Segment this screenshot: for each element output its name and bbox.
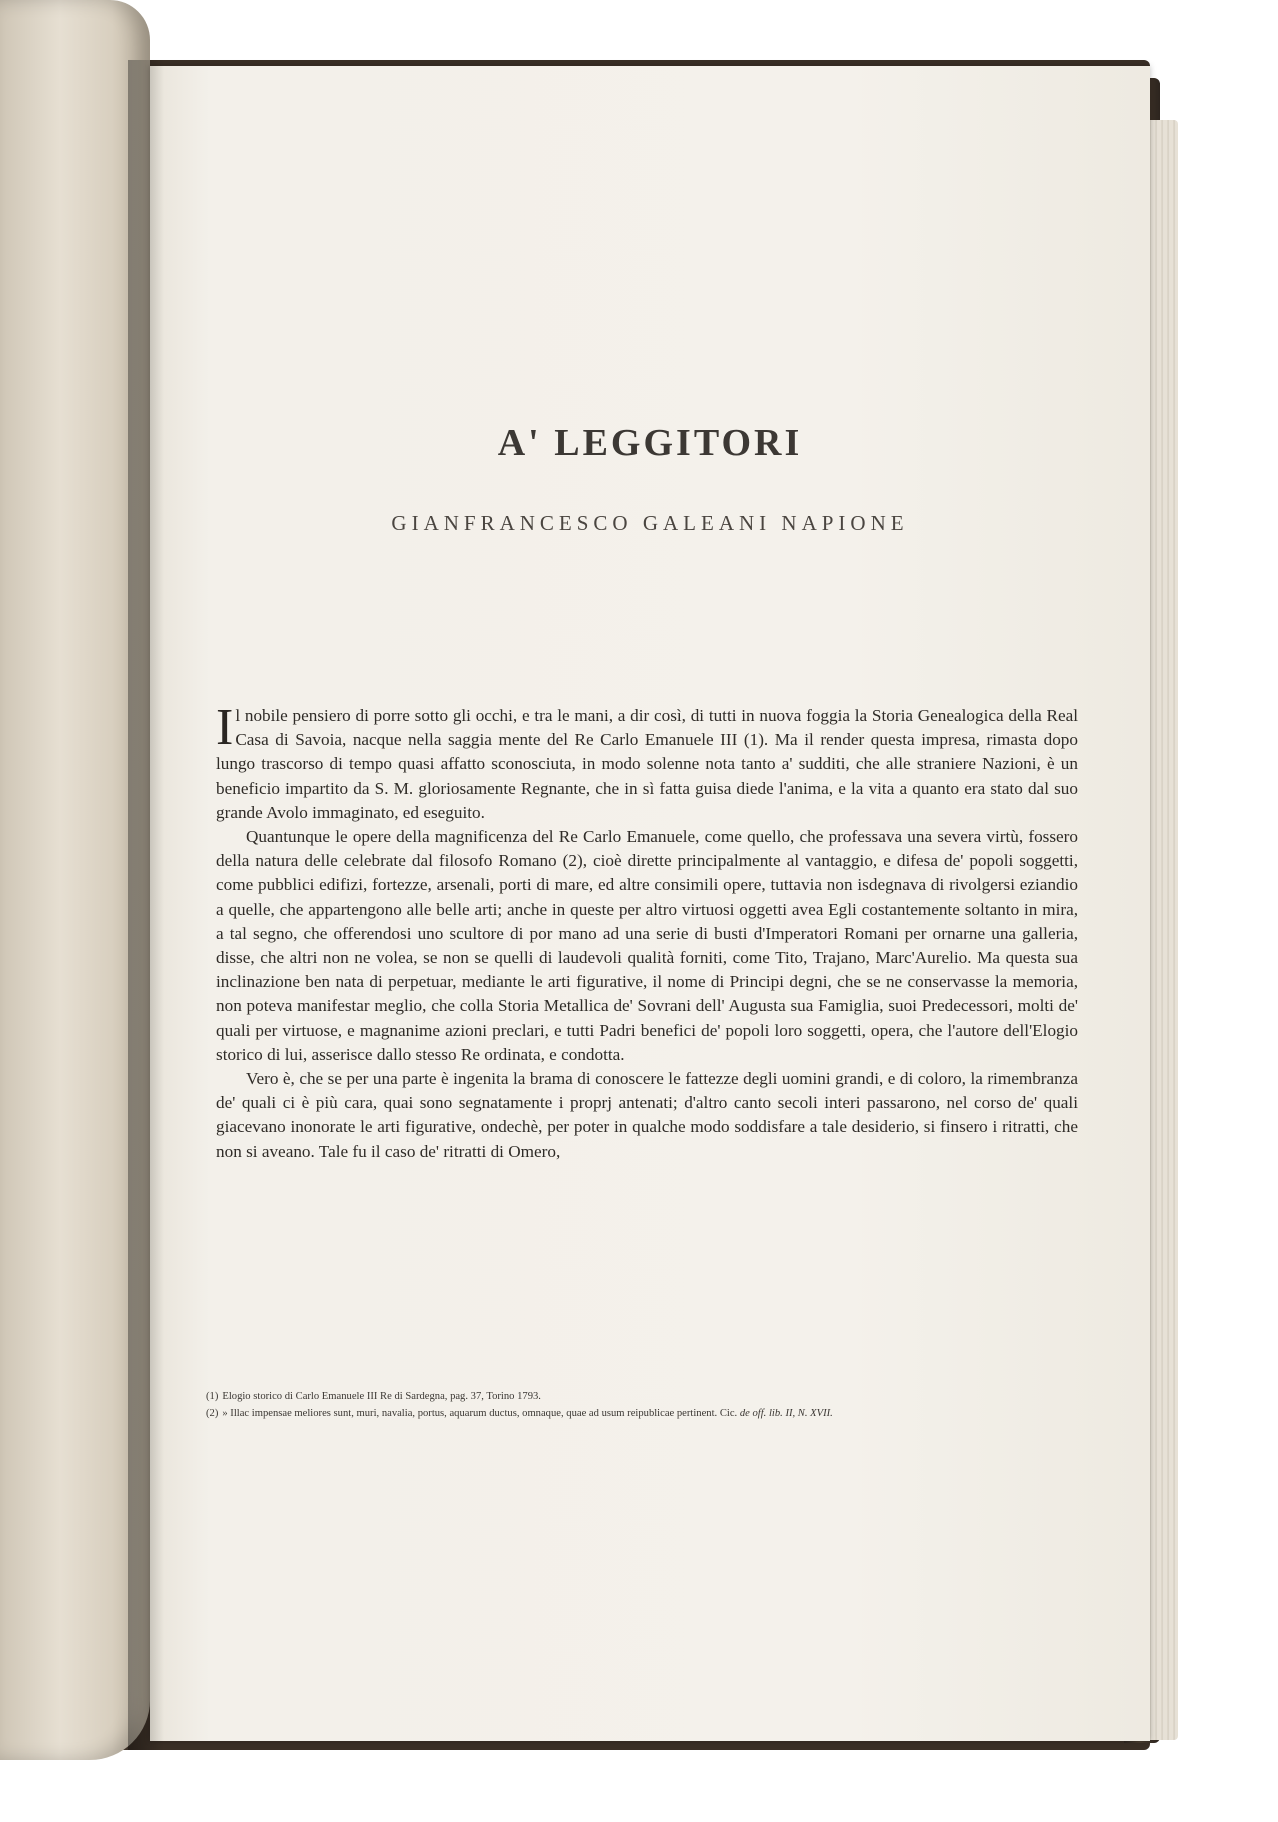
- footnote-1: [206, 1388, 1086, 1405]
- footnote-2-number: (2): [206, 1408, 219, 1419]
- paragraph-2: Quantunque le opere della magnificenza del Re Carlo Emanuele, come quello, che professava una severa virtù, fossero della natura delle celebrate dal filosofo Romano (2), cioè dirette principalmente al vantaggio, e difesa de' popoli soggetti, come pubblici edifizi, fortezze, arsenali, porti di mare, ed altre consimili opere, tuttavia non isdegnava di rivolgersi eziandio a quelle, che appartengono alle belle arti; anche in queste per altro virtuosi oggetti avea Egli costantemente soltanto in mira, a tal segno, che offerendosi uno scultore di por mano ad una serie di busti d'Imperatori Romani per ornarne una galleria, disse, che altri non ne volea, se non se quelli di laudevoli qualità forniti, come Tito, Trajano, Marc'Aurelio. Ma questa sua inclinazione ben nata di perpetuar, mediante le arti figurative, il nome di Principi degni, che se ne conservasse la memoria, non poteva manifestar meglio, che colla Storia Metallica de' Sovrani dell' Augusta sua Famiglia, suoi Predecessori, molti de' quali per virtuose, e magnanime azioni preclari, e tutti Padri benefici de' popoli loro soggetti, opera, che l'autore dell'Elogio storico di lui, asserisce dallo stesso Re ordinata, e condotta.: [216, 827, 1078, 1064]
- paragraph-1: [216, 699, 1078, 825]
- drop-cap: I: [216, 699, 234, 756]
- paragraph-1-text: l nobile pensiero di porre sotto gli occhi, e tra le mani, a dir così, di tutti in nuova foggia la Storia Genealogica della Real Casa di Savoia, nacque nella saggia mente del Re Carlo Emanuele III (1). Ma il render questa impresa, rimasta dopo lungo trascorso di tempo quasi affatto sconosciuta, in modo solenne nota tanto a' sudditi, che alle straniere Nazioni, è un beneficio impartito da S. M. gloriosamente Regnante, che in sì fatta guisa diede l'anima, e la vita a quanto era stato dal suo grande Avolo immaginato, ed eseguito.: [216, 706, 1078, 822]
- footnote-2-citation: de off. lib. II, N. XVII.: [739, 1408, 833, 1419]
- page-heading: A' LEGGITORI: [497, 422, 803, 464]
- footnote-1-number: (1): [206, 1391, 219, 1402]
- footnotes: [206, 1388, 1086, 1422]
- footnote-2-text: » Illac impensae meliores sunt, muri, navalia, portus, aquarum ductus, omnaque, quae ad usum reipublicae pertinent. Cic.: [222, 1408, 738, 1419]
- paragraph-3: Vero è, che se per una parte è ingenita la brama di conoscere le fattezze degli uomini grandi, e di coloro, la rimembranza de' quali ci è più cara, quai sono segnatamente i proprj antenati; d'altro canto secoli interi passarono, nel corso de' quali giacevano inonorate le arti figurative, ondechè, per poter in qualche modo soddisfare a tale desiderio, si finsero i ritratti, che non si aveano. Tale fu il caso de' ritratti di Omero,: [216, 1069, 1078, 1161]
- page-subheading: GIANFRANCESCO GALEANI NAPIONE: [391, 511, 909, 535]
- footnote-1-text: Elogio storico di Carlo Emanuele III Re di Sardegna, pag. 37, Torino 1793.: [222, 1391, 541, 1402]
- body-text: [216, 699, 1078, 1164]
- page-gutter-shadow: [128, 60, 164, 1750]
- footnote-2: [206, 1405, 1086, 1422]
- book-page: [150, 66, 1150, 1741]
